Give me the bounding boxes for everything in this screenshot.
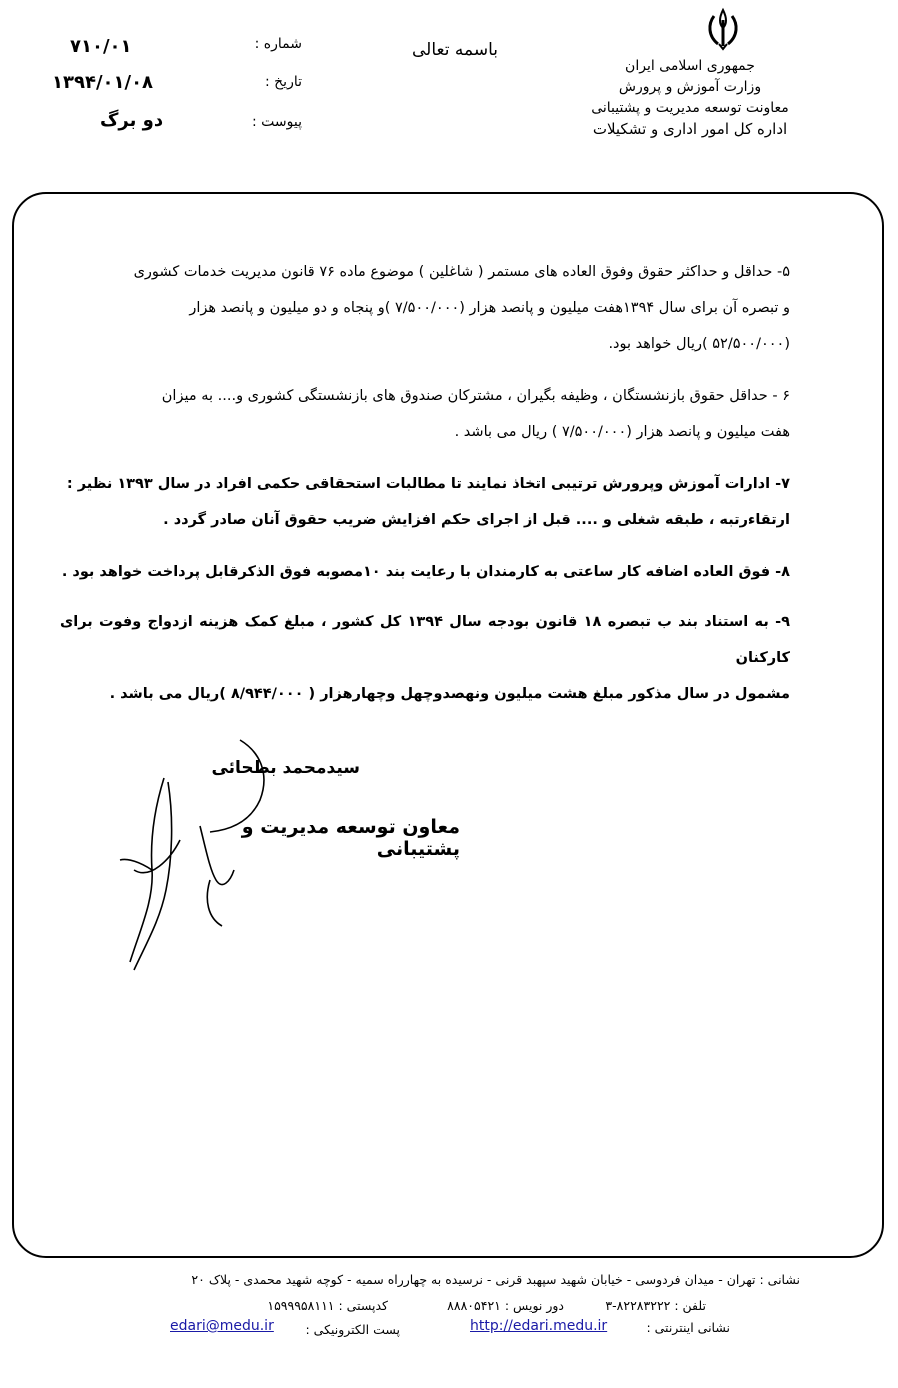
paragraph-6: [60, 378, 790, 450]
paragraph-line: و تبصره آن برای سال ۱۳۹۴هفت میلیون و پانصد هزار (۷/۵۰۰/۰۰۰ )و پنجاه و دو میلیون و پانصد هزار: [189, 300, 790, 316]
paragraph-line: ۵- حداقل و حداکثر حقوق وفوق العاده های مستمر ( شاغلین ) موضوع ماده ۷۶ قانون مدیریت خدمات کشوری: [133, 264, 790, 280]
footer-postal-code: کدپستی : ۱۵۹۹۹۵۸۱۱۱: [267, 1298, 388, 1313]
ministry-header: [550, 56, 830, 140]
paragraph-line: ۷- ادارات آموزش وپرورش ترتیبی اتخاذ نمایند تا مطالبات استحقاقی حکمی افراد در سال ۱۳۹۳ نظیر :: [66, 476, 790, 492]
website-url[interactable]: http://edari.medu.ir: [470, 1318, 608, 1334]
paragraph-line: ۶ - حداقل حقوق بازنشستگان ، وظیفه بگیران ، مشترکان صندوق های بازنشستگی کشوری و.... به میزان: [161, 388, 790, 404]
signatory-name: سیدمحمد بطحائی: [211, 758, 360, 778]
ministry-line-deputy: معاونت توسعه مدیریت و پشتیبانی: [591, 100, 789, 116]
footer-email-link[interactable]: [170, 1318, 300, 1334]
signatory-title: معاون توسعه مدیریت و پشتیبانی: [241, 816, 460, 860]
attachment-label: پیوست :: [252, 114, 302, 130]
ministry-line-country: جمهوری اسلامی ایران: [625, 58, 755, 74]
footer-email-label: پست الکترونیکی :: [305, 1322, 400, 1337]
paragraph-line: هفت میلیون و پانصد هزار (۷/۵۰۰/۰۰۰ ) ریال می باشد .: [454, 424, 790, 440]
footer-fax: دور نویس : ۸۸۸۰۵۴۲۱: [447, 1298, 564, 1313]
paragraph-7: [60, 466, 790, 538]
iran-emblem-icon: [700, 6, 746, 52]
paragraph-line: ۹- به استناد بند ب تبصره ۱۸ قانون بودجه سال ۱۳۹۴ کل کشور ، مبلغ کمک هزینه ازدواج وفوت برای کارکنان: [60, 614, 790, 666]
ministry-line-department: اداره کل امور اداری و تشکیلات: [592, 120, 788, 138]
date-label: تاریخ :: [264, 74, 302, 90]
date-value: ۱۳۹۴/۰۱/۰۸: [52, 72, 154, 93]
footer-address: نشانی : تهران - میدان فردوسی - خیابان شهید سپهبد قرنی - نرسیده به چهارراه سمیه - کوچه شهید محمدی - پلاک ۲۰: [191, 1272, 800, 1287]
email-address[interactable]: edari@medu.ir: [170, 1318, 274, 1334]
paragraph-line: ارتقاءرتبه ، طبقه شغلی و .... قبل از اجرای حکم افزایش ضریب حقوق آنان صادر گردد .: [163, 512, 790, 528]
number-value: ۷۱۰/۰۱: [70, 36, 132, 57]
paragraph-line: (۵۲/۵۰۰/۰۰۰ )ریال خواهد بود.: [608, 336, 790, 352]
basmala-heading: باسمه تعالی: [412, 40, 498, 60]
paragraph-9: [60, 604, 790, 712]
number-label: شماره :: [254, 36, 302, 52]
paragraph-5: [60, 254, 790, 362]
footer-website-label: نشانی اینترنتی :: [646, 1320, 730, 1335]
ministry-line-ministry: وزارت آموزش و پرورش: [618, 79, 762, 95]
paragraph-8: [60, 554, 790, 590]
attachment-value: دو برگ: [100, 110, 164, 131]
footer-phone: تلفن : ۸۲۲۸۳۲۲۲-۳: [605, 1298, 706, 1313]
footer-website-link[interactable]: [470, 1318, 630, 1334]
paragraph-line: ۸- فوق العاده اضافه کار ساعتی به کارمندان با رعایت بند ۱۰مصوبه فوق الذکرقابل پرداخت خواهد بود .: [61, 564, 790, 580]
paragraph-line: مشمول در سال مذکور مبلغ هشت میلیون ونهصدوچهل وچهارهزار ( ۸/۹۴۴/۰۰۰ )ریال می باشد .: [109, 686, 790, 702]
